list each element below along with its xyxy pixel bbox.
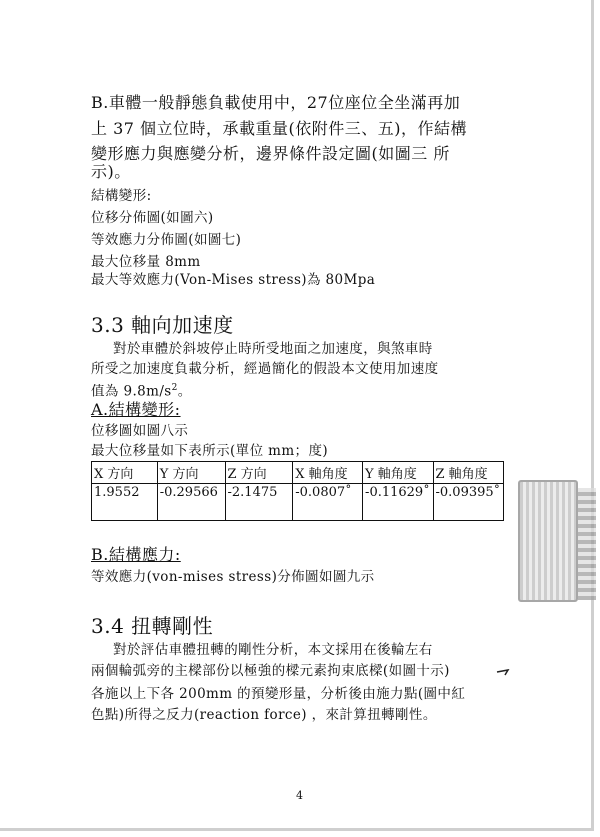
seal-stamp (518, 480, 578, 602)
section-3-4-para-line-4: 色點)所得之反力(reaction force) ，來計算扭轉剛性。 (91, 707, 437, 723)
table-cell: 1.9552 (92, 484, 158, 521)
table-cell: -2.1475 (225, 484, 293, 521)
table-header-cell: Y 方向 (157, 462, 225, 484)
table-row (92, 484, 504, 521)
table-header-cell: X 軸角度 (293, 462, 363, 484)
section-3-3-para-line-3 (91, 378, 192, 402)
table-cell: -0.09395˚ (433, 484, 504, 521)
static-load-line-3: 變形應力與應變分析，邊界條件設定圖(如圖三 所 (91, 144, 450, 163)
deformation-item-2: 等效應力分佈圖(如圖七) (91, 232, 242, 248)
sub-a-line-1: 位移圖如圖八示 (91, 423, 189, 439)
sub-b-line-1: 等效應力(von-mises stress)分佈圖如圖九示 (91, 569, 375, 585)
table-cell: -0.11629˚ (363, 484, 433, 521)
table-header-cell: Y 軸角度 (363, 462, 433, 484)
table-header-cell: Z 軸角度 (433, 462, 504, 484)
section-3-4-para-line-3: 各施以上下各 200mm 的預變形量，分析後由施力點(圖中紅 (91, 686, 466, 702)
table-header-row (92, 462, 504, 484)
section-3-4-heading: 3.4 扭轉剛性 (91, 614, 214, 638)
section-3-3-para-line-1: 對於車體於斜坡停止時所受地面之加速度，與煞車時 (113, 341, 433, 357)
deformation-item-1: 位移分佈圖(如圖六) (91, 210, 214, 226)
section-3-4-para-line-2: 兩個輪弧旁的主樑部份以極強的樑元素拘束底樑(如圖十示) (91, 663, 450, 679)
table-cell: -0.0807˚ (293, 484, 363, 521)
section-3-4-para-line-1: 對於評估車體扭轉的剛性分析，本文採用在後輪左右 (113, 642, 433, 658)
table-header-cell: X 方向 (92, 462, 158, 484)
static-load-line-1: B.車體一般靜態負載使用中，27位座位全坐滿再加 (91, 93, 461, 112)
accel-superscript: 2 (171, 383, 178, 393)
seal-stamp-edge (578, 488, 596, 600)
accel-value-suffix: 。 (177, 383, 192, 400)
table-header-cell: Z 方向 (225, 462, 293, 484)
table-cell: -0.29566 (157, 484, 225, 521)
section-3-3-heading: 3.3 軸向加速度 (91, 313, 234, 337)
sub-b-heading: B.結構應力: (91, 545, 181, 564)
sub-a-heading: A.結構變形: (91, 400, 181, 419)
accel-value-text: 值為 9.8m/s (91, 383, 172, 400)
deformation-item-4: 最大等效應力(Von-Mises stress)為 80Mpa (91, 272, 376, 288)
displacement-table (91, 461, 504, 521)
section-3-3-para-line-2: 所受之加速度負載分析，經過簡化的假設本文使用加速度 (91, 361, 439, 377)
static-load-line-4: 示)。 (91, 162, 131, 181)
page-number: 4 (296, 789, 303, 802)
pen-mark-icon (496, 664, 512, 676)
sub-a-line-2: 最大位移量如下表所示(單位 mm；度) (91, 443, 329, 459)
structure-deformation-heading: 結構變形: (91, 188, 152, 204)
deformation-item-3: 最大位移量 8mm (91, 254, 201, 270)
static-load-line-2: 上 37 個立位時，承載重量(依附件三、五)，作結構 (91, 119, 468, 138)
